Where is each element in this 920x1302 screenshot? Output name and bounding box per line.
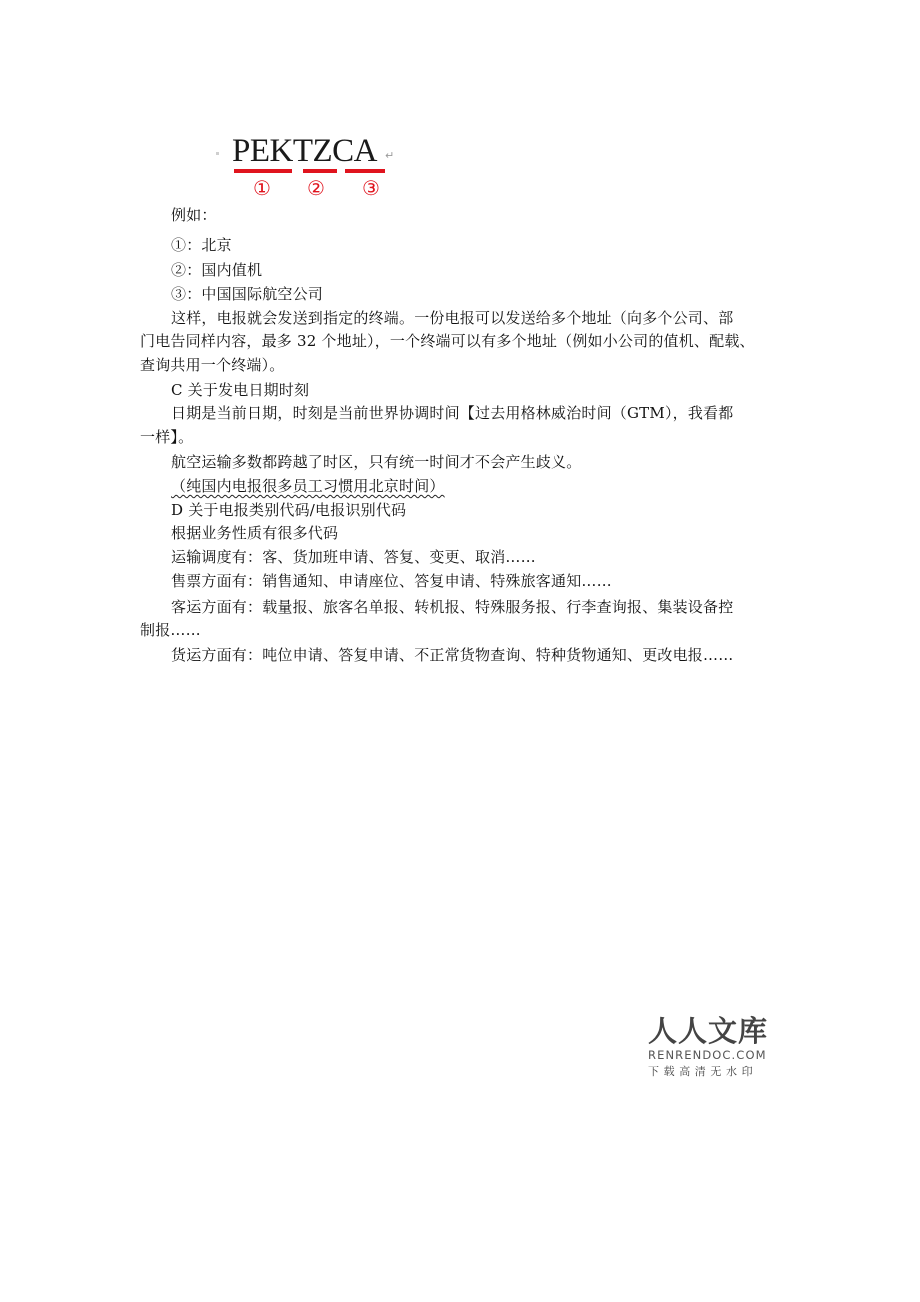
address-code: PEKTZCA: [232, 133, 377, 169]
list-item: 客运方面有：载量报、旅客名单报、转机报、特殊服务报、行李查询报、集装设备控: [171, 598, 734, 616]
paragraph-line: 查询共用一个终端）。: [140, 356, 285, 374]
example-heading: 例如：: [171, 206, 217, 224]
airline-code-underline: [345, 169, 385, 173]
list-item-continuation: 制报……: [140, 621, 201, 639]
paragraph-mark: ↵: [385, 149, 395, 162]
paragraph-line: 这样，电报就会发送到指定的终端。一份电报可以发送给多个地址（向多个公司、部: [171, 309, 734, 327]
annotated-note: （纯国内电报很多员工习惯用北京时间）: [171, 477, 445, 495]
section-heading-c: C 关于发电日期时刻: [171, 381, 310, 399]
list-item: 货运方面有：吨位申请、答复申请、不正常货物查询、特种货物通知、更改电报……: [171, 646, 734, 664]
watermark-domain: RENRENDOC.COM: [648, 1048, 767, 1062]
telegram-address-figure: [232, 133, 402, 205]
watermark-tagline: 下载高清无水印: [648, 1065, 758, 1078]
list-item: 运输调度有：客、货加班申请、答复、变更、取消……: [171, 548, 536, 566]
scan-artifact: [216, 152, 219, 155]
marker-three: ③: [362, 176, 380, 200]
list-item: 售票方面有：销售通知、申请座位、答复申请、特殊旅客通知……: [171, 572, 612, 590]
legend-item-two: ②：国内值机: [171, 261, 263, 279]
paragraph-line: 根据业务性质有很多代码: [171, 524, 339, 542]
paragraph-line: 门电告同样内容，最多 32 个地址），一个终端可以有多个地址（例如小公司的值机、配载、: [140, 332, 755, 350]
watermark-logo: [648, 1015, 774, 1079]
paragraph-line: 日期是当前日期，时刻是当前世界协调时间【过去用格林威治时间（GTM），我看都: [171, 404, 734, 422]
city-code-underline: [234, 169, 292, 173]
watermark-title: 人人文库: [648, 1014, 769, 1048]
marker-two: ②: [307, 176, 325, 200]
legend-item-three: ③：中国国际航空公司: [171, 285, 324, 303]
section-heading-d: D 关于电报类别代码/电报识别代码: [171, 501, 407, 519]
legend-item-one: ①：北京: [171, 236, 232, 254]
paragraph-line: 一样】。: [140, 428, 194, 446]
paragraph-line: 航空运输多数都跨越了时区，只有统一时间才不会产生歧义。: [171, 453, 582, 471]
department-code-underline: [303, 169, 337, 173]
marker-one: ①: [253, 176, 271, 200]
